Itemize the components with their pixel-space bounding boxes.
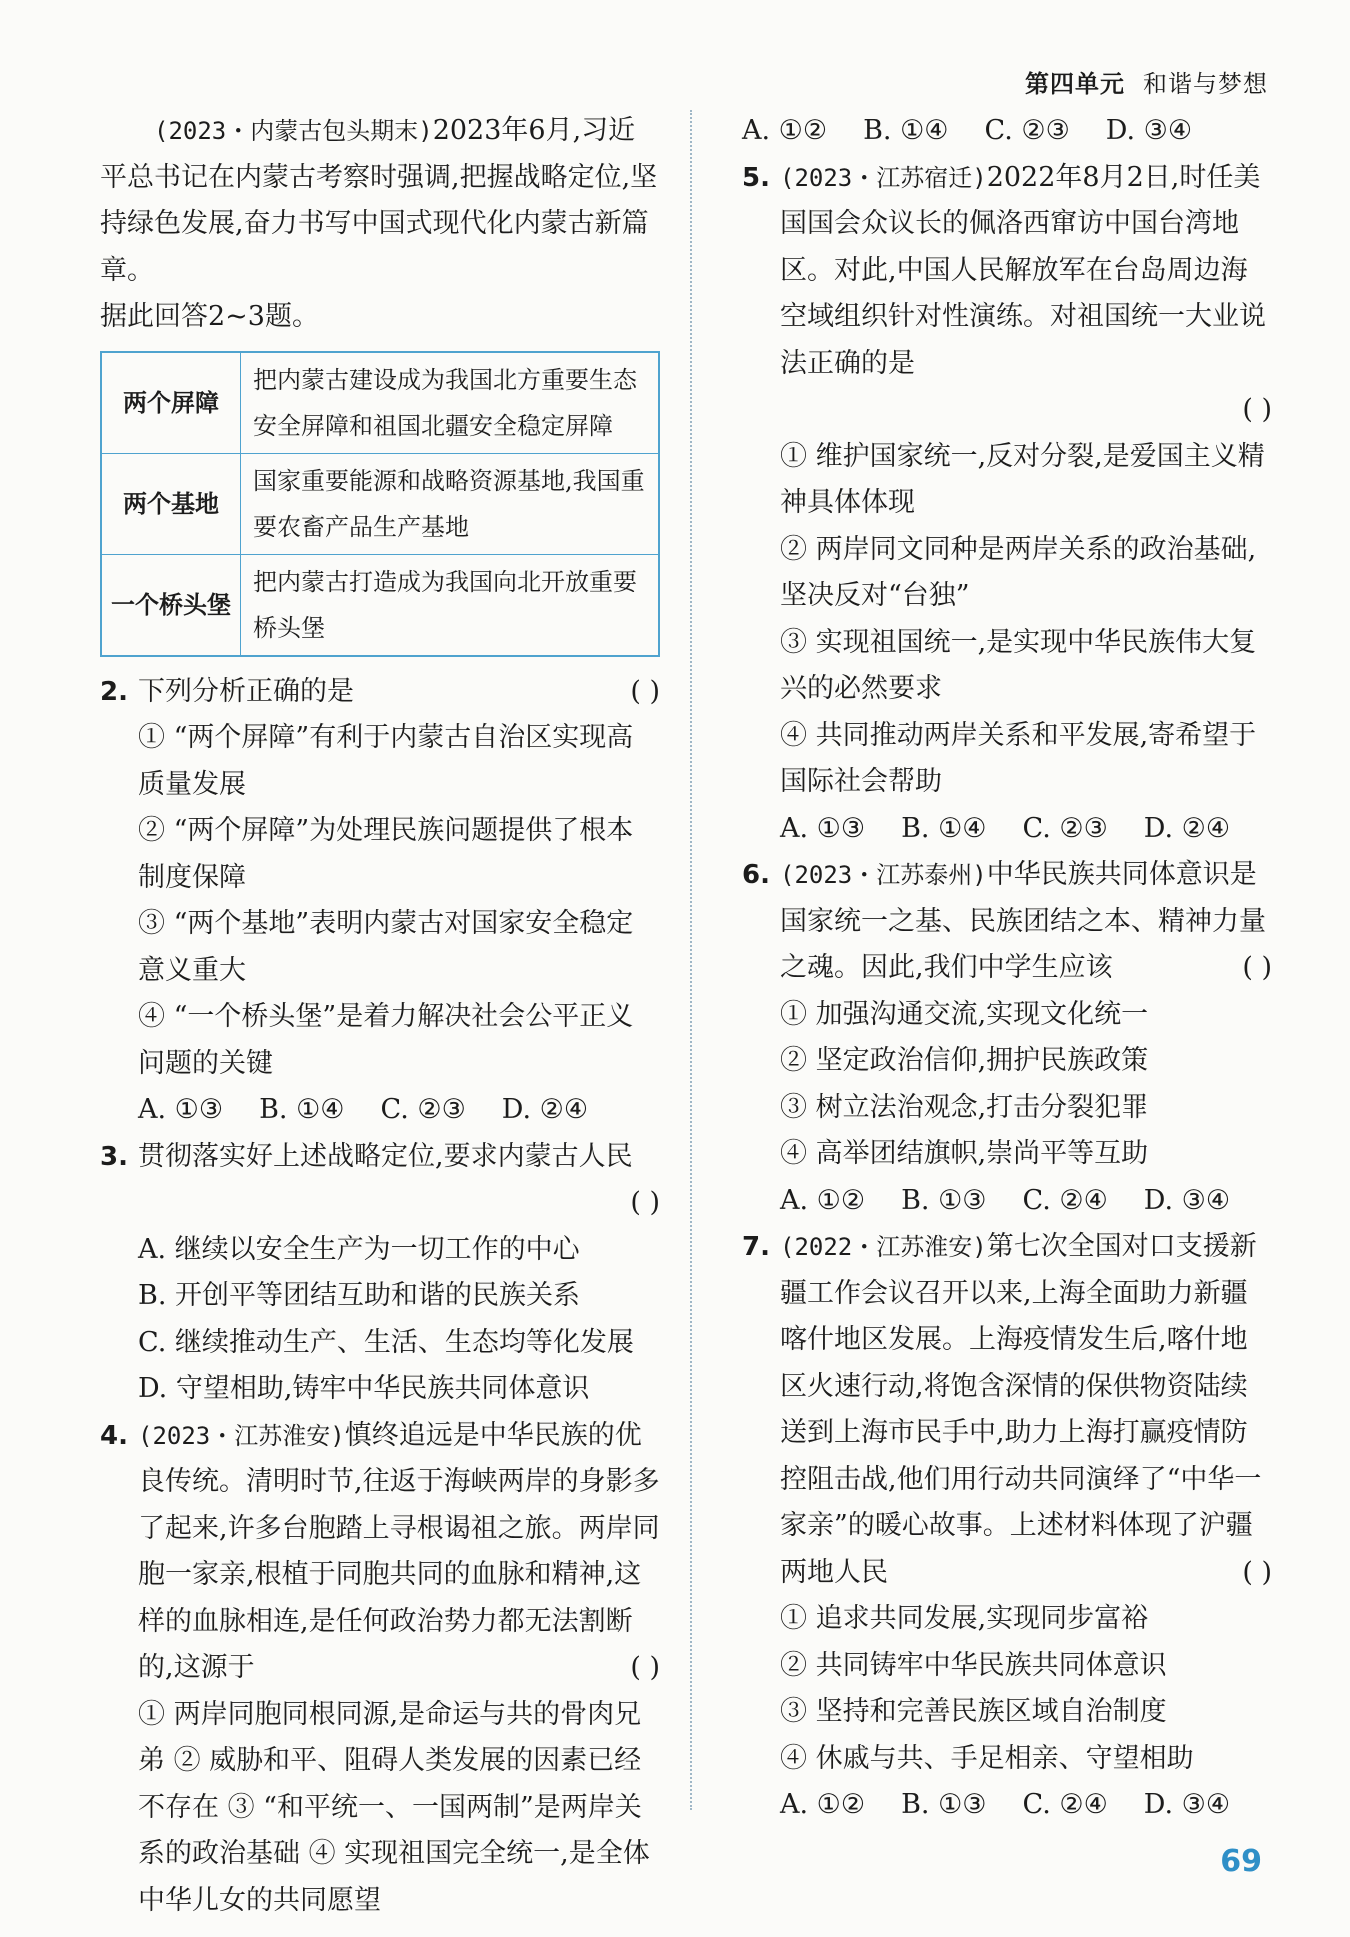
table-key: 两个屏障 [101,352,241,454]
table-row [101,352,659,454]
option-item: ③ “两个基地”表明内蒙古对国家安全稳定意义重大 [138,908,634,986]
answer-choices [742,1782,1272,1829]
question-4 [100,1413,660,1692]
choice-a: A. ①② [780,1184,866,1216]
option-item: ① 追求共同发展,实现同步富裕 [780,1603,1149,1634]
answer-choices [742,806,1272,853]
option-item: D. 守望相助,铸牢中华民族共同体意识 [138,1373,590,1404]
option-item: ③ 坚持和完善民族区域自治制度 [780,1696,1167,1727]
choice-d: D. ②④ [501,1094,589,1125]
choice-b: B. ①③ [901,1789,987,1820]
question-source: (2022・江苏淮安) [780,1233,987,1261]
choice-d: D. ③④ [1143,1789,1231,1820]
right-column [742,108,1272,1829]
answer-choices [742,1178,1272,1225]
question-source: (2023・江苏宿迁) [780,163,987,192]
choice-b: B. ①④ [863,115,949,146]
answer-choices [742,108,1272,155]
choice-b: B. ①④ [259,1094,345,1125]
table-value: 国家重要能源和战略资源基地,我国重要农畜产品生产基地 [241,453,660,554]
question-7 [742,1224,1272,1596]
choice-a: A. ①② [780,1789,866,1820]
option-item: A. 继续以安全生产为一切工作的中心 [138,1233,580,1265]
option-item: ② “两个屏障”为处理民族问题提供了根本制度保障 [138,815,634,893]
option-item: ④ “一个桥头堡”是着力解决社会公平正义问题的关键 [138,1001,634,1079]
question-source: (2023・江苏淮安) [138,1421,345,1450]
table-key: 两个基地 [101,453,241,554]
option-item: ④ 共同推动两岸关系和平发展,寄希望于国际社会帮助 [780,719,1257,797]
answer-paren-row [742,387,1272,434]
table-row [101,554,659,656]
option-item: ③ 实现祖国统一,是实现中华民族伟大复兴的必然要求 [780,626,1257,704]
choice-d: D. ③④ [1105,115,1193,146]
question-6 [742,852,1272,992]
option-item: B. 开创平等团结互助和谐的民族关系 [138,1280,581,1311]
answer-paren: ( ) [1242,394,1272,425]
question-2 [100,669,660,716]
option-item: ② 共同铸牢中华民族共同体意识 [780,1649,1167,1681]
choice-d: D. ②④ [1143,812,1231,844]
question-number: 3. [100,1141,128,1172]
answer-paren: ( ) [630,675,660,707]
strategy-table [100,351,660,657]
column-divider [690,110,692,1810]
choice-c: C. ②④ [1022,1184,1108,1216]
unit-label: 第四单元 [1025,70,1125,98]
question-stem: 慎终追远是中华民族的优良传统。清明时节,往返于海峡两岸的身影多了起来,许多台胞踏上寻根谒祖之旅。两岸同胞一家亲,根植于同胞共同的血脉和精神,这样的血脉相连,是任何政治势力都无法割断的,这源于 [138,1419,660,1683]
choice-c: C. ②④ [1022,1789,1108,1820]
table-value: 把内蒙古打造成为我国向北开放重要桥头堡 [241,554,660,656]
question-number: 2. [100,676,128,707]
option-item: ④ 高举团结旗帜,崇尚平等互助 [780,1138,1149,1169]
answer-paren-row [100,1180,660,1227]
choice-a: A. ①③ [138,1094,224,1125]
option-item: ① 维护国家统一,反对分裂,是爱国主义精神具体体现 [780,440,1265,518]
question-number: 5. [742,162,770,193]
question-source: (2023・江苏泰州) [780,861,987,889]
question-number: 4. [100,1420,128,1451]
page-number: 69 [1220,1844,1262,1879]
table-value: 把内蒙古建设成为我国北方重要生态安全屏障和祖国北疆安全稳定屏障 [241,352,660,454]
choice-c: C. ②③ [1022,812,1108,844]
question-stem: 第七次全国对口支援新疆工作会议召开以来,上海全面助力新疆喀什地区发展。上海疫情发生后,喀什地区火速行动,将饱含深情的保供物资陆续送到上海市民手中,助力上海打赢疫情防控阻击战,他们用行动共同演绎了“中华一家亲”的暖心故事。上述材料体现了沪疆两地人民 [780,1231,1262,1588]
option-item: C. 继续推动生产、生活、生态均等化发展 [138,1326,634,1358]
question-number: 6. [742,860,770,890]
intro-source: (2023・内蒙古包头期末) [154,117,433,145]
running-header [1025,64,1268,99]
question-3 [100,1134,660,1181]
option-item: ③ 树立法治观念,打击分裂犯罪 [780,1091,1149,1123]
choice-c: C. ②③ [984,115,1070,146]
option-item: ② 两岸同文同种是两岸关系的政治基础,坚决反对“台独” [780,533,1257,611]
question-stem: 2022年8月2日,时任美国国会众议长的佩洛西窜访中国台湾地区。对此,中国人民解放军在台岛周边海空域组织针对性演练。对祖国统一大业说法正确的是 [780,161,1266,379]
option-item: ② 坚定政治信仰,拥护民族政策 [780,1045,1149,1076]
table-key: 一个桥头堡 [101,554,241,656]
choice-a: A. ①② [742,115,828,146]
answer-paren: ( ) [1242,1556,1272,1588]
intro-text: 2023年6月,习近平总书记在内蒙古考察时强调,把握战略定位,坚持绿色发展,奋力书写中国式现代化内蒙古新篇章。 [100,115,658,286]
unit-title: 和谐与梦想 [1143,70,1268,98]
answer-paren: ( ) [1242,952,1272,983]
choice-a: A. ①③ [780,812,866,844]
option-text: ① 两岸同胞同根同源,是命运与共的骨肉兄弟 ② 威胁和平、阻碍人类发展的因素已经不存在 ③ “和平统一、一国两制”是两岸关系的政治基础 ④ 实现祖国完全统一,是全体中华儿女的共同愿望 [138,1698,650,1916]
question-5 [742,155,1272,388]
option-item: ① “两个屏障”有利于内蒙古自治区实现高质量发展 [138,722,634,800]
choice-d: D. ③④ [1143,1184,1231,1216]
choice-b: B. ①④ [901,812,987,844]
choice-c: C. ②③ [380,1094,466,1125]
intro-paragraph [100,108,660,294]
intro-prompt: 据此回答2~3题。 [100,301,319,332]
answer-choices [100,1087,660,1134]
option-item: ① 加强沟通交流,实现文化统一 [780,998,1149,1030]
left-column [100,108,660,1916]
question-stem: 下列分析正确的是 [138,675,354,707]
answer-paren: ( ) [630,1187,660,1218]
question-stem: 贯彻落实好上述战略定位,要求内蒙古人民 [138,1140,633,1172]
question-stem: 中华民族共同体意识是国家统一之基、民族团结之本、精神力量之魂。因此,我们中学生应该 [780,859,1266,983]
option-item: ④ 休戚与共、手足相亲、守望相助 [780,1742,1194,1774]
table-row [101,453,659,554]
question-number: 7. [742,1232,770,1262]
choice-b: B. ①③ [901,1184,987,1216]
answer-paren: ( ) [630,1652,660,1683]
